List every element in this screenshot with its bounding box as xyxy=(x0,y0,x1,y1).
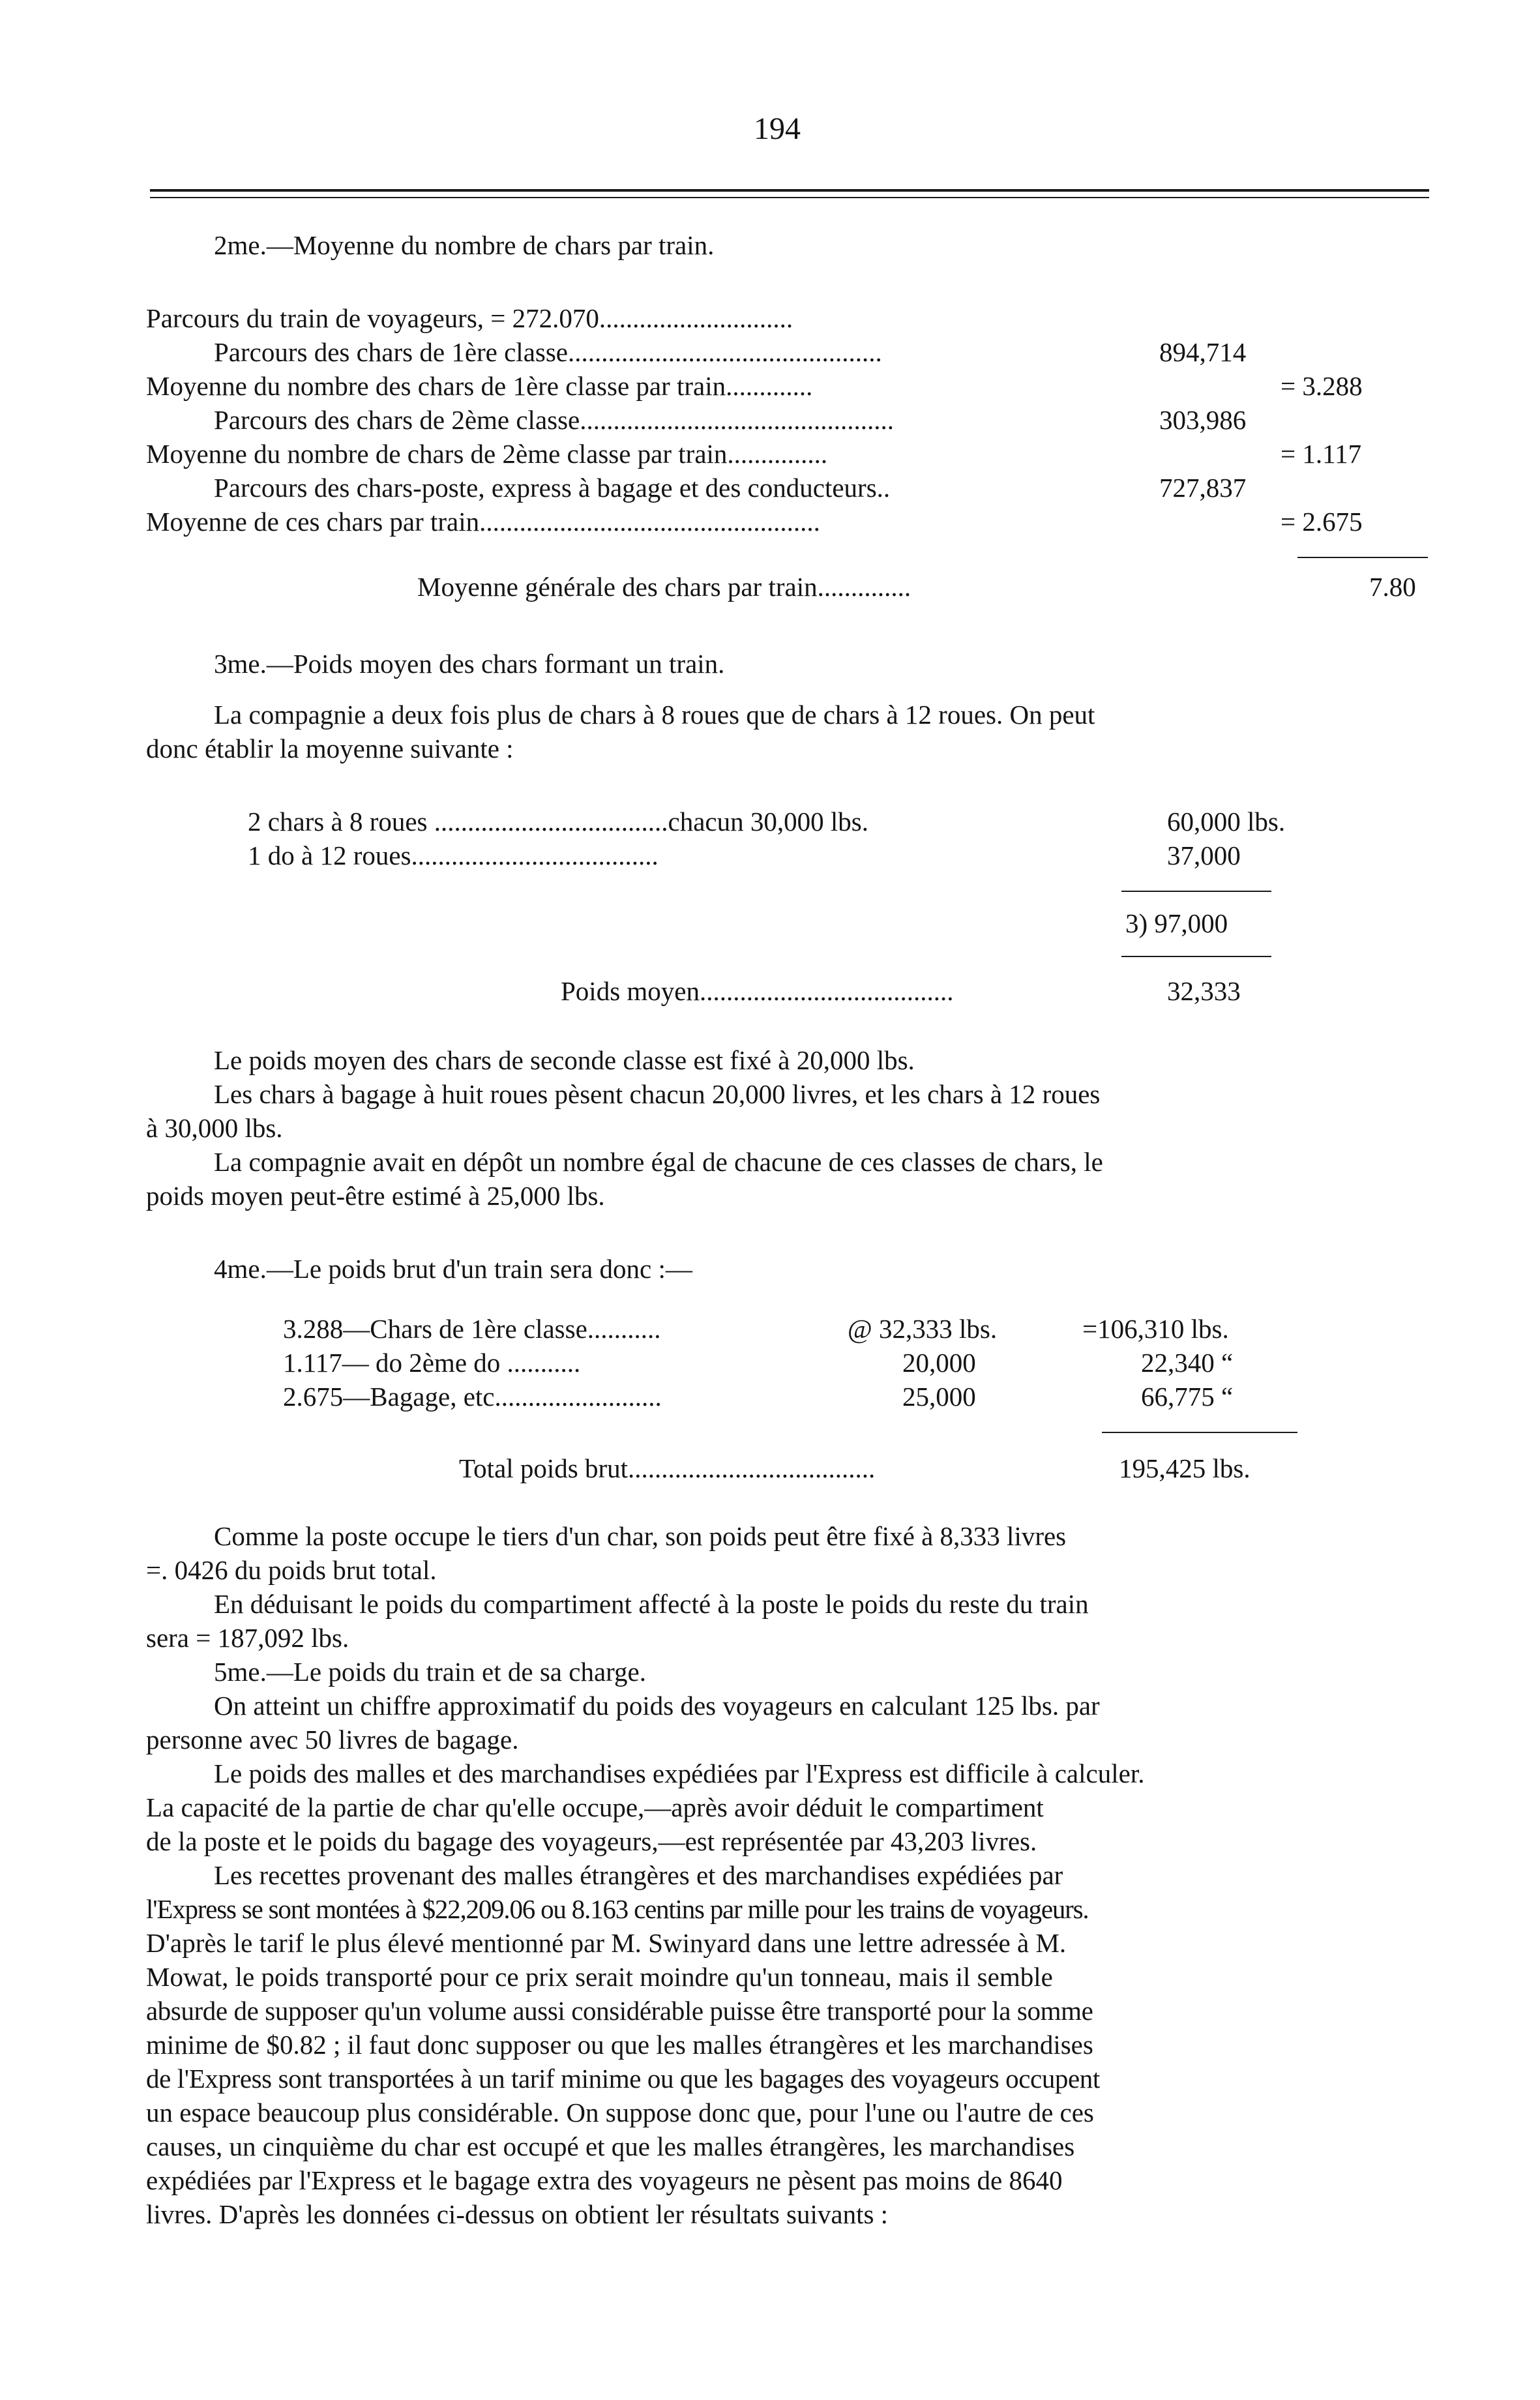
header-rule-top xyxy=(150,189,1429,192)
text-line: personne avec 50 livres de bagage. xyxy=(146,1725,519,1755)
text-line: un espace beaucoup plus considérable. On suppose donc que, pour l'une ou l'autre de ces xyxy=(146,2097,1094,2127)
section5-heading: 5me.—Le poids du train et de sa charge. xyxy=(214,1657,647,1687)
text-line: sera = 187,092 lbs. xyxy=(146,1623,349,1653)
text-line: à 30,000 lbs. xyxy=(146,1113,283,1143)
closing-para-d xyxy=(146,1756,1430,1858)
closing-para-a xyxy=(146,1519,1430,1587)
s3-calc-label: 1 do à 12 roues..................................... xyxy=(248,840,659,870)
text-line: Comme la poste occupe le tiers d'un char, son poids peut être fixé à 8,333 livres xyxy=(214,1521,1067,1551)
s2-row-label: Parcours des chars de 1ère classe............................................... xyxy=(214,337,882,367)
s3-intro-line: donc établir la moyenne suivante : xyxy=(146,733,514,763)
s2-row-result: = 2.675 xyxy=(1281,507,1363,537)
s2-sum-rule xyxy=(1297,557,1428,558)
text-line: livres. D'après les données ci-dessus on obtient ler résultats suivants : xyxy=(146,2199,889,2229)
s3-calc-value: 37,000 xyxy=(1167,840,1241,870)
s2-row-result: = 1.117 xyxy=(1281,439,1362,469)
s4-sum-rule xyxy=(1102,1432,1297,1433)
text-line: On atteint un chiffre approximatif du poids des voyageurs en calculant 125 lbs. par xyxy=(214,1691,1100,1721)
s4-row-rate: @ 32,333 lbs. xyxy=(848,1314,998,1344)
s4-row-rate: 25,000 xyxy=(902,1382,976,1412)
text-line: minime de $0.82 ; il faut donc supposer ou que les malles étrangères et les marchandises xyxy=(146,2030,1093,2060)
s3-sum-rule xyxy=(1121,891,1271,892)
s4-row-total: 22,340 “ xyxy=(1141,1348,1234,1378)
s3-division-rule xyxy=(1121,956,1271,957)
s2-row-mid: 894,714 xyxy=(1159,337,1247,367)
s3-calc-value: 60,000 lbs. xyxy=(1167,807,1286,837)
section3-heading: 3me.—Poids moyen des chars formant un train. xyxy=(214,649,725,679)
s2-total-value: 7.80 xyxy=(1369,572,1416,602)
closing-para-e xyxy=(146,1858,1430,2231)
s3-avg-label: Poids moyen...................................... xyxy=(561,976,954,1006)
s3-division: 3) 97,000 xyxy=(1125,908,1228,938)
text-line: Les chars à bagage à huit roues pèsent chacun 20,000 livres, et les chars à 12 roues xyxy=(214,1079,1101,1109)
s2-row-label: Parcours du train de voyageurs, = 272.070............................. xyxy=(146,303,793,333)
text-line: En déduisant le poids du compartiment affecté à la poste le poids du reste du train xyxy=(214,1589,1089,1619)
text-line: poids moyen peut-être estimé à 25,000 lbs. xyxy=(146,1181,605,1211)
s4-total-label: Total poids brut..................................... xyxy=(459,1453,876,1483)
text-line: La compagnie avait en dépôt un nombre égal de chacune de ces classes de chars, le xyxy=(214,1147,1103,1177)
section4-heading: 4me.—Le poids brut d'un train sera donc :— xyxy=(214,1254,692,1284)
s2-row-label: Parcours des chars de 2ème classe............................................... xyxy=(214,405,894,435)
closing-para-b xyxy=(146,1587,1430,1655)
closing-para-c xyxy=(146,1689,1430,1756)
page-number: 194 xyxy=(754,111,801,146)
text-line: l'Express se sont montées à $22,209.06 ou 8.163 centins par mille pour les trains de voyageurs. xyxy=(146,1894,1089,1924)
text-line: D'après le tarif le plus élevé mentionné par M. Swinyard dans une lettre adressée à M. xyxy=(146,1928,1067,1958)
text-line: Le poids des malles et des marchandises expédiées par l'Express est difficile à calculer. xyxy=(214,1758,1145,1788)
text-line: Mowat, le poids transporté pour ce prix serait moindre qu'un tonneau, mais il semble xyxy=(146,1962,1053,1992)
text-line: absurde de supposer qu'un volume aussi considérable puisse être transporté pour la somme xyxy=(146,1996,1093,2026)
s4-total-value: 195,425 lbs. xyxy=(1119,1453,1251,1483)
s2-row-label: Moyenne du nombre de chars de 2ème classe par train............... xyxy=(146,439,828,469)
s3-avg-value: 32,333 xyxy=(1167,976,1241,1006)
s2-row-label: Parcours des chars-poste, express à bagage et des conducteurs.. xyxy=(214,473,891,503)
text-line: =. 0426 du poids brut total. xyxy=(146,1555,437,1585)
header-rule-bottom xyxy=(150,197,1429,198)
text-line: de la poste et le poids du bagage des voyageurs,—est représentée par 43,203 livres. xyxy=(146,1826,1037,1856)
s3-calc-label: 2 chars à 8 roues ...................................chacun 30,000 lbs. xyxy=(248,807,868,837)
text-line: La capacité de la partie de char qu'elle occupe,—après avoir déduit le compartiment xyxy=(146,1792,1044,1822)
text-line: de l'Express sont transportées à un tarif minime ou que les bagages des voyageurs occupent xyxy=(146,2064,1100,2094)
s3-intro-line: La compagnie a deux fois plus de chars à 8 roues que de chars à 12 roues. On peut xyxy=(214,700,1095,730)
s4-row-rate: 20,000 xyxy=(902,1348,976,1378)
s3-para2 xyxy=(146,1077,1430,1145)
text-line: Le poids moyen des chars de seconde classe est fixé à 20,000 lbs. xyxy=(214,1045,915,1075)
s2-row-label: Moyenne de ces chars par train................................................... xyxy=(146,507,820,537)
s2-total-label: Moyenne générale des chars par train.............. xyxy=(417,572,911,602)
text-line: expédiées par l'Express et le bagage extra des voyageurs ne pèsent pas moins de 8640 xyxy=(146,2165,1063,2195)
s2-row-label: Moyenne du nombre des chars de 1ère classe par train............. xyxy=(146,371,813,401)
text-line: Les recettes provenant des malles étrangères et des marchandises expédiées par xyxy=(214,1860,1063,1890)
s4-row-label: 1.117— do 2ème do ........... xyxy=(283,1348,581,1378)
text-line: causes, un cinquième du char est occupé et que les malles étrangères, les marchandises xyxy=(146,2131,1075,2161)
s4-row-total: 66,775 “ xyxy=(1141,1382,1234,1412)
s2-row-mid: 303,986 xyxy=(1159,405,1247,435)
s4-row-label: 3.288—Chars de 1ère classe........... xyxy=(283,1314,661,1344)
s4-row-total: =106,310 lbs. xyxy=(1082,1314,1229,1344)
s4-row-label: 2.675—Bagage, etc......................... xyxy=(283,1382,662,1412)
s3-para3 xyxy=(146,1145,1430,1213)
s2-row-mid: 727,837 xyxy=(1159,473,1247,503)
s3-para1 xyxy=(146,1043,1430,1077)
section2-heading: 2me.—Moyenne du nombre de chars par train. xyxy=(214,230,715,260)
s2-row-result: = 3.288 xyxy=(1281,371,1363,401)
